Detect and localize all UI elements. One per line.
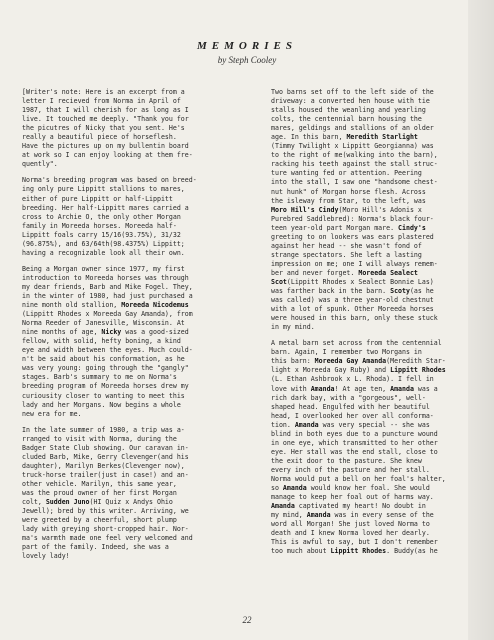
- text-run: A metal barn set across from the centennial barn. Again, I remember two Morgans in this barn:: [271, 339, 442, 366]
- left-text-column: [22, 88, 246, 568]
- text-run: was a rich dark bay, with a "gorgeous", well- shaped head. Engulfed with her beautiful head, I overlooked her over all conforma- tion.: [271, 384, 438, 429]
- text-run: was a good-sized fellow, with solid, hefty boning, a kind eye and width between the eyes. Much could- n't be said about his conformation, as he was very young: going through the "gangly" stages. Barb's summary to me on Norma's breeding program of Moreeda horses drew my curiousity closer to wanting to meet this lady and her Morgans. Now begins a whole new era for me.: [22, 328, 193, 418]
- text-run: In the late summer of 1980, a trip was a- rranged to visit with Norma, during the Badger State Club showing. Our caravan in- cluded Barb, Mike, Gerry Clevenger(and his daughter), Marilyn Berkes(Clevenger now), truck-horse trailer(just in case!) and an- other vehicle. Marilyn, this same year, was the proud owner of her first Morgan colt,: [22, 425, 189, 507]
- page-number: 22: [242, 615, 252, 625]
- horse-name: Amanda: [310, 384, 335, 393]
- horse-name: Cindy's: [398, 223, 426, 232]
- paragraph: [22, 88, 246, 169]
- text-run: (as he was called) was a three year-old chestnut with a lot of spunk. Other Moreeda horses were housed in this barn, only these stuck in my mind.: [271, 287, 438, 332]
- text-run: would know her foal. She would manage to keep her foal out of harms way.: [271, 484, 434, 502]
- horse-name: Lippitt Rhodes: [330, 547, 387, 556]
- paragraph: [271, 339, 494, 556]
- text-run: (Moro Hill's Adonis x Purebred Saddlebred): Norma's black four- teen year-old part Morgan mare.: [271, 205, 434, 232]
- article-title: MEMORIES: [197, 40, 297, 52]
- right-text-column: [271, 88, 494, 563]
- text-run: was very special -- she was blind in both eyes due to a puncture wound in one eye, which transmitted to her other eye. Her stall was the end stall, close to the exit door to the pasture. She knew every inch of the pasture and her stall. Norma would put a bell on her foal's halter, so: [271, 420, 446, 493]
- horse-name: Amanda: [271, 502, 295, 511]
- horse-name: Moro Hill's Cindy: [271, 205, 339, 214]
- text-run: [Writer's note: Here is an excerpt from a letter I recieved from Norma in April of 1987, that I will cherish for as long as I live. It touched me deeply. "Thank you for the picutres of Nicky that you sent. He's really a beautiful piece of horseflesh. Have the pictures up on my bullentin board at work so I can enjoy looking at them fre- quently".: [22, 88, 193, 169]
- text-run: (Lippitt Rhodes x Moreeda Gay Amanda), from Norma Reeder of Janesville, Wisconsin. At nine months of age,: [22, 310, 193, 337]
- text-run: Being a Morgan owner since 1977, my first introduction to Moreeda horses was through my dear friends, Barb and Mike Fogel. They, in the winter of 1980, had just purchased a nine month old stallion,: [22, 264, 193, 310]
- paragraph: [271, 88, 494, 332]
- text-run: captivated my heart! No doubt in my mind,: [271, 502, 426, 520]
- text-run: Two barns set off to the left side of the driveway: a converted hen house with tie stalls housed the weanling and yearling colts, the centennial barn housing the mares, geldings and stallions of an older age. In this barn,: [271, 88, 434, 142]
- horse-name: Amanda: [282, 484, 307, 493]
- horse-name: Amanda: [294, 420, 319, 429]
- horse-name: Moreeda Gay Amanda: [314, 357, 387, 366]
- paragraph: [22, 426, 246, 562]
- horse-name: Amanda: [390, 384, 414, 393]
- text-run: greeting to on lookers was ears plastered against her head -- she wasn't fond of strange spectators. She left a lasting impression on me; one I will always remem- ber and never forget.: [271, 232, 438, 277]
- text-run: (HI Quiz x Andys Ohio Jewell); bred by this writer. Arriving, we were greeted by a cheerful, short plump lady with greying short-cropped hair. Nor- ma's warmth made one feel very welcomed and part of the family. Indeed, she was a lovely lady!: [22, 498, 193, 561]
- horse-name: Moreeda Sealect Scot: [271, 268, 418, 286]
- horse-name: Lippitt Rhodes: [390, 366, 446, 375]
- paragraph: [22, 265, 246, 419]
- horse-name: Sudden Juno: [45, 498, 90, 507]
- paragraph: [22, 176, 246, 257]
- article-byline: by Steph Cooley: [217, 55, 277, 65]
- text-run: (Timmy Twilight x Lippitt Georgianna) was to the right of me(walking into the barn), racking his teeth against the stall struc- ture wanting fed or attention. Peering into the stall, I saw one "handsome chest- nut hunk" of Morgan horse flesh. Across the isleway from Star, to the left, was: [271, 142, 438, 205]
- text-run: (L. Ethan Ashbrook x L. Rhoda). I fell in love with: [271, 375, 434, 393]
- horse-name: Meredith Starlight: [346, 133, 418, 142]
- text-run: . Buddy(as he: [386, 547, 438, 556]
- horse-name: Amanda: [306, 511, 331, 520]
- text-run: Norma's breeding program was based on breed- ing only pure Lippitt stallions to mares, either of pure Lippitt or half-Lippitt breeding. Her half-Lippitt mares carried a cross to Archie O, the only other Morgan family in Moreeda horses. Moreeda half- Lippitt foals carry 15/16(93.75%), 31/32 (96.875%), and 63/64th(98.4375%) Lippitt; having a recognizable look all their own.: [22, 176, 197, 257]
- horse-name: Scoty: [390, 287, 410, 296]
- text-run: was in every sense of the word all Morgan! She just loved Norma to death and I knew Norma loved her dearly. This is awful to say, but I don't remember too much about: [271, 511, 438, 556]
- text-run: (Meredith Star- light x Moreeda Gay Ruby) and: [271, 357, 446, 375]
- text-run: (Lippitt Rhodes x Sealect Bonnie Las) was farther back in the barn.: [271, 277, 434, 296]
- horse-name: Nicky: [101, 328, 122, 337]
- horse-name: Moreeda Nicodemus: [121, 301, 189, 310]
- text-run: ! At age ten,: [334, 384, 391, 393]
